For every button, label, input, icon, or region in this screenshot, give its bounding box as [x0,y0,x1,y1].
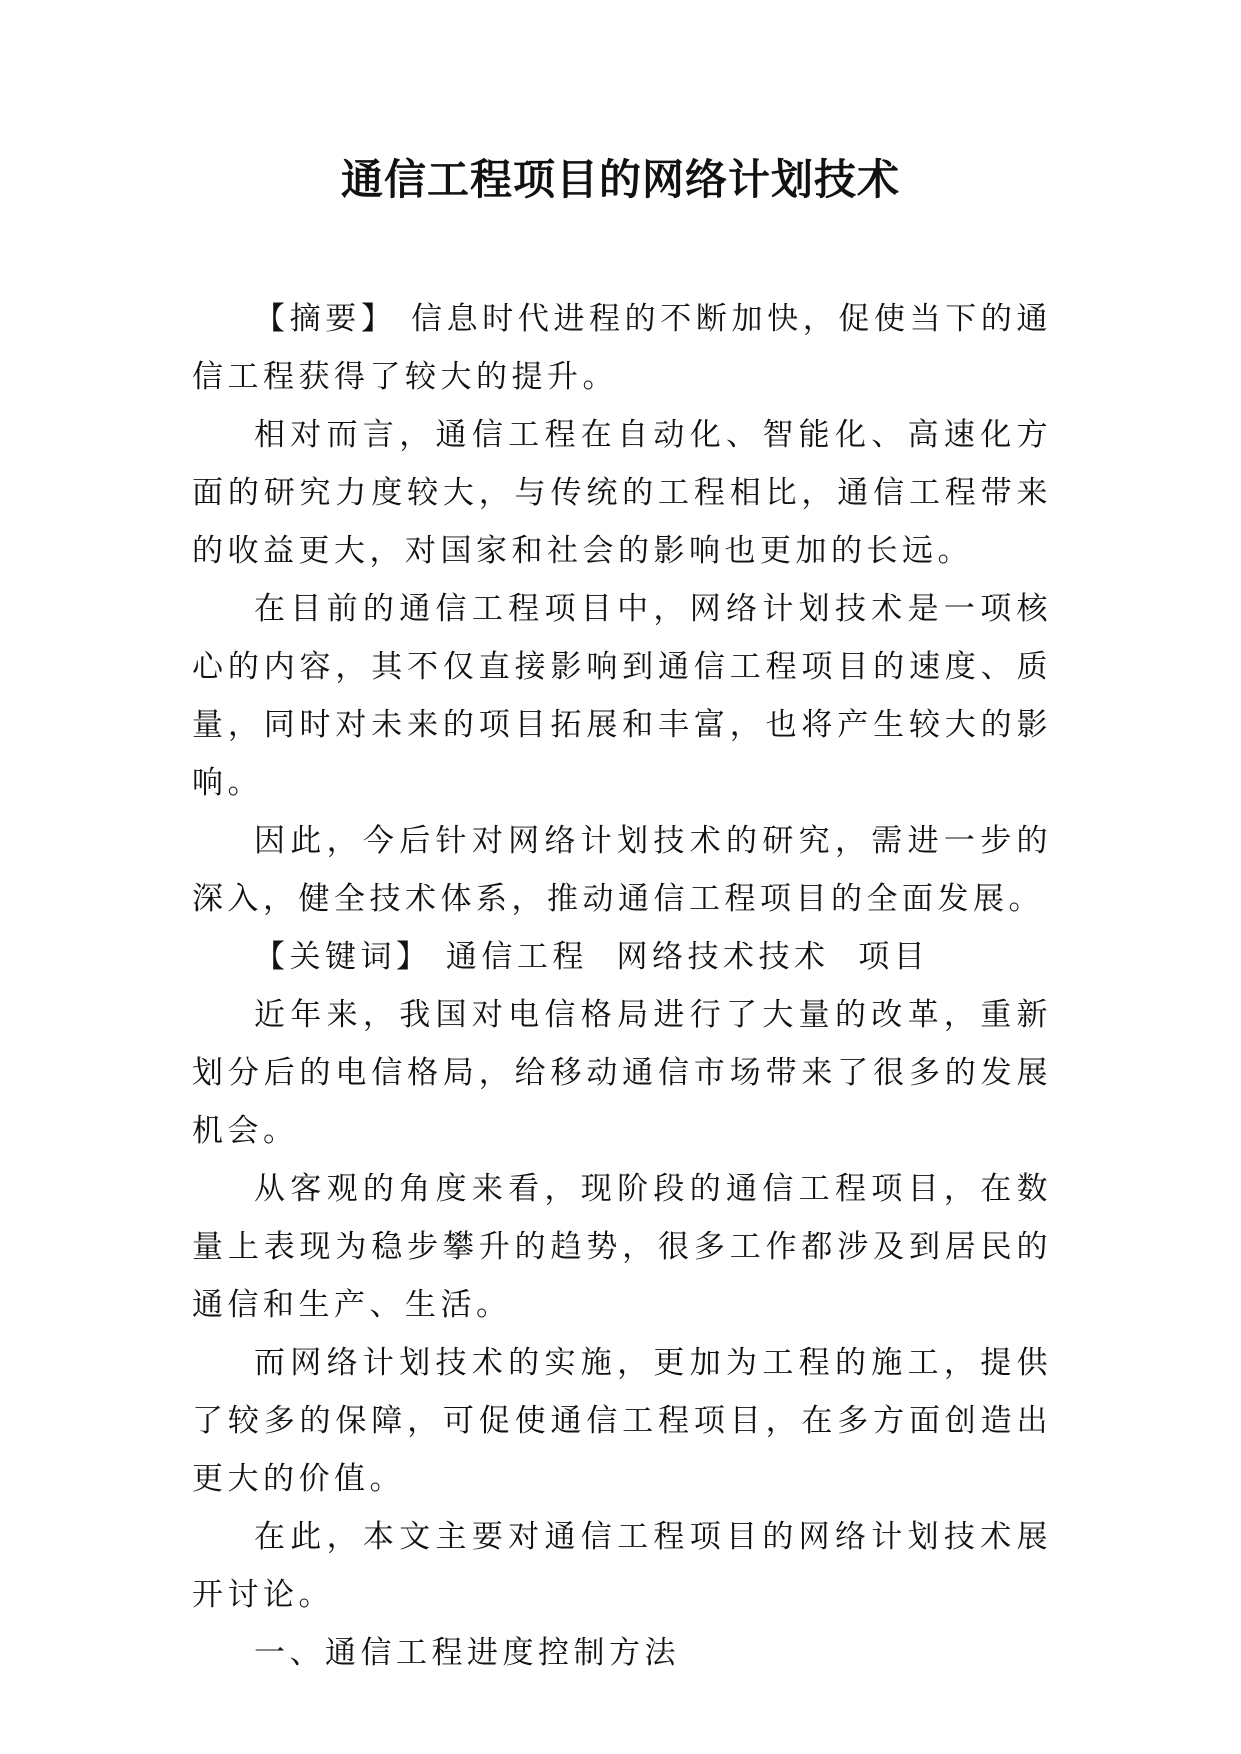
body-paragraph-1: 相对而言，通信工程在自动化、智能化、高速化方面的研究力度较大，与传统的工程相比，通信工程带来的收益更大，对国家和社会的影响也更加的长远。 [192,417,1052,569]
abstract-label: 【摘要】 [254,301,397,337]
keywords-text: 通信工程 网络技术技术 项目 [431,939,930,975]
keywords-paragraph [192,928,1052,986]
body-paragraph-7: 在此，本文主要对通信工程项目的网络计划技术展开讨论。 [192,1519,1052,1613]
body-paragraph-5: 从客观的角度来看，现阶段的通信工程项目，在数量上表现为稳步攀升的趋势，很多工作都涉及到居民的通信和生产、生活。 [192,1171,1052,1323]
section-heading: 一、通信工程进度控制方法 [254,1635,680,1671]
body-paragraph-3: 因此，今后针对网络计划技术的研究，需进一步的深入，健全技术体系，推动通信工程项目的全面发展。 [192,823,1052,917]
abstract-text: 信息时代进程的不断加快，促使当下的通信工程获得了较大的提升。 [192,301,1052,395]
body-paragraph-2: 在目前的通信工程项目中，网络计划技术是一项核心的内容，其不仅直接影响到通信工程项目的速度、质量，同时对未来的项目拓展和丰富，也将产生较大的影响。 [192,591,1052,801]
document-body [192,290,1052,1682]
document-title: 通信工程项目的网络计划技术 [340,155,900,204]
body-paragraph-6: 而网络计划技术的实施，更加为工程的施工，提供了较多的保障，可促使通信工程项目，在多方面创造出更大的价值。 [192,1345,1052,1497]
keywords-label: 【关键词】 [254,939,432,975]
body-paragraph-4: 近年来，我国对电信格局进行了大量的改革，重新划分后的电信格局，给移动通信市场带来了很多的发展机会。 [192,997,1052,1149]
abstract-paragraph [192,290,1052,406]
